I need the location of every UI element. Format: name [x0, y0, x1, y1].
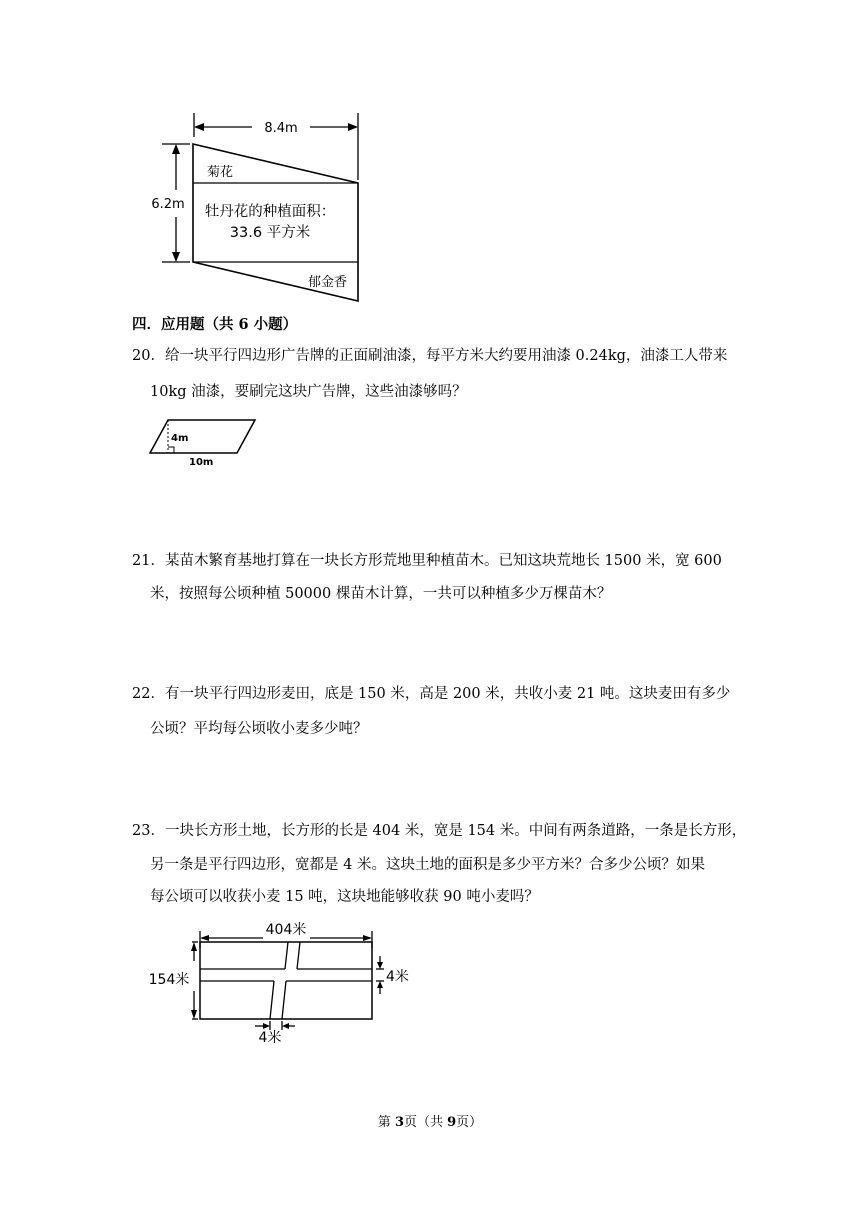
question-23-line2: 另一条是平行四边形，宽都是 4 米。这块土地的面积是多少平方米？合多少公顷？如果 — [150, 857, 705, 873]
current-page-number: 3 — [394, 1115, 404, 1130]
footer-middle: 页（共 — [403, 1115, 448, 1130]
question-21-line1: 21．某苗木繁育基地打算在一块长方形荒地里种植苗木。已知这块荒地长 1500 米，宽 600 — [132, 553, 722, 569]
middle-region-line1: 牡丹花的种植面积： — [204, 204, 336, 220]
bottom-region-label: 郁金香 — [308, 275, 348, 290]
middle-region-line2: 33.6 平方米 — [229, 225, 311, 241]
question-20-line2: 10kg 油漆，要刷完这块广告牌，这些油漆够吗？ — [150, 384, 467, 400]
parallelogram-base-label: 10m — [189, 457, 214, 468]
question-23-line3: 每公顷可以收获小麦 15 吨，这块地能够收获 90 吨小麦吗？ — [150, 889, 539, 905]
section-heading: 四．应用题（共 6 小题） — [132, 316, 298, 333]
road-width-bottom-label: 4米 — [258, 1030, 282, 1046]
land-with-roads-diagram — [145, 918, 420, 1048]
land-length-label: 404米 — [265, 922, 307, 938]
page-footer — [0, 1111, 860, 1130]
question-22-line1: 22．有一块平行四边形麦田，底是 150 米，高是 200 米，共收小麦 21 吨。这块麦田有多少 — [132, 686, 731, 702]
width-label: 8.4m — [264, 121, 298, 136]
question-21-line2: 米，按照每公顷种植 50000 棵苗木计算，一共可以种植多少万棵苗木？ — [150, 586, 612, 602]
question-20-line1: 20．给一块平行四边形广告牌的正面刷油漆，每平方米大约要用油漆 0.24kg，油漆工人带来 — [132, 348, 728, 364]
footer-suffix: 页） — [456, 1115, 483, 1130]
garden-diagram — [140, 105, 380, 310]
footer-prefix: 第 — [377, 1115, 395, 1130]
parallelogram-height-label: 4m — [171, 433, 189, 444]
question-22-line2: 公顷？平均每公顷收小麦多少吨？ — [150, 721, 368, 737]
land-width-label: 154米 — [148, 972, 190, 988]
total-page-number: 9 — [447, 1115, 457, 1130]
question-23-line1: 23．一块长方形土地，长方形的长是 404 米，宽是 154 米。中间有两条道路，一条是长方形， — [132, 823, 747, 839]
height-label: 6.2m — [151, 197, 185, 212]
top-region-label: 菊花 — [207, 165, 234, 180]
road-width-right-label: 4米 — [386, 969, 409, 985]
parallelogram-diagram — [145, 415, 265, 470]
